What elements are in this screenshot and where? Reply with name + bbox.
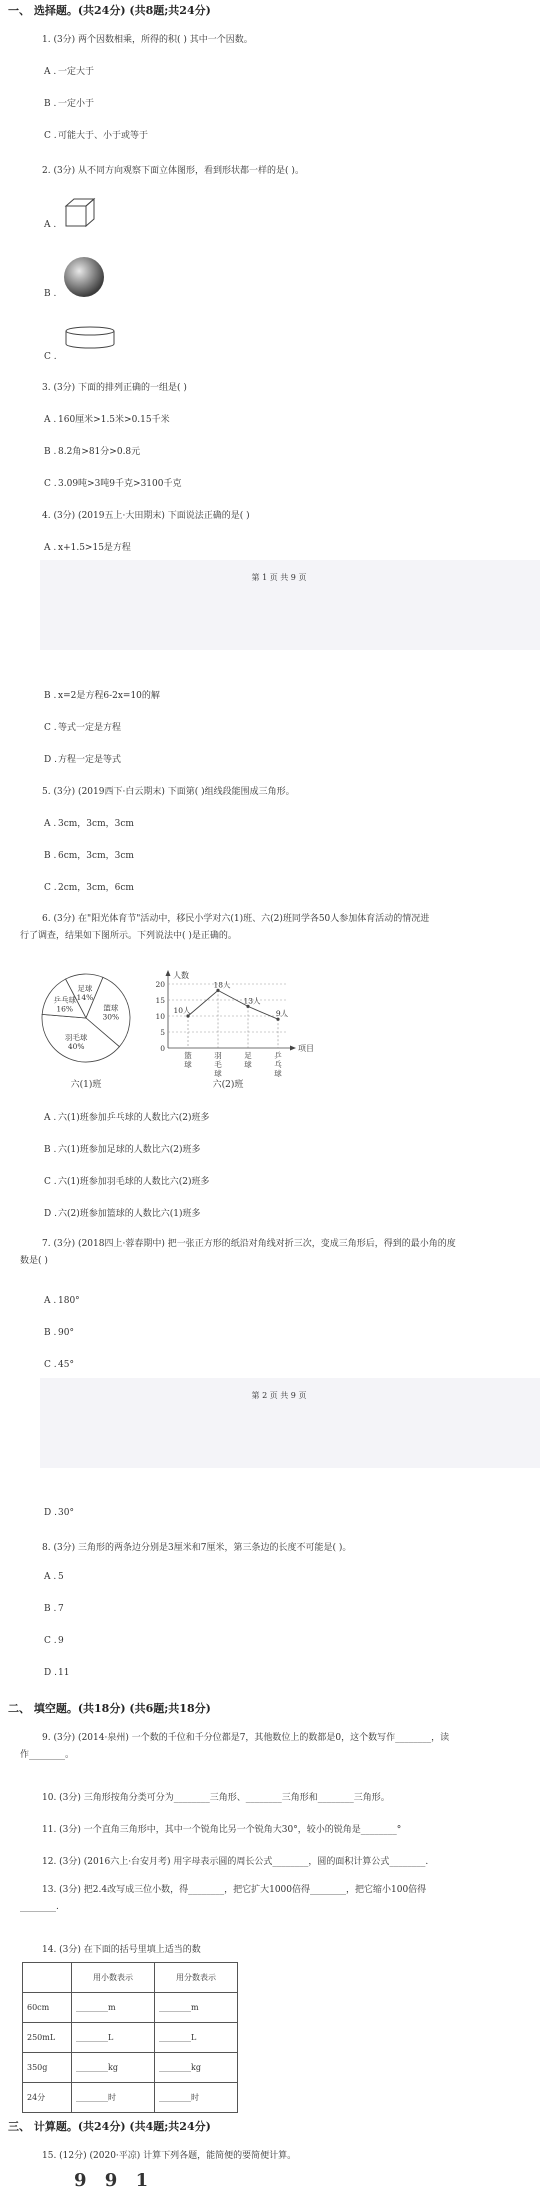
- y-tick-label: 15: [155, 996, 165, 1005]
- table-cell: 24分: [23, 2083, 72, 2113]
- table-cell: 60cm: [23, 1993, 72, 2023]
- question-7-option-c[interactable]: C .45°: [44, 1360, 74, 1370]
- y-tick-label: 10: [155, 1012, 165, 1021]
- pie-slice-label: 羽毛球: [64, 1033, 88, 1043]
- question-7-stem-line1: 7. (3分) (2018四上·蓉春期中) 把一张正方形的纸沿对角线对折三次，变成三角形后，得到的最小角的度: [42, 1239, 456, 1249]
- question-6-option-a[interactable]: A . 六(1)班参加乒乓球的人数比六(2)班多: [44, 1113, 210, 1123]
- question-13-line1: 13. (3分) 把2.4改写成三位小数，得________，把它扩大1000倍得________，把它缩小100倍得: [42, 1885, 427, 1895]
- table-header: 用分数表示: [155, 1963, 238, 1993]
- question-9-line1: 9. (3分) (2014·泉州) 一个数的千位和千分位都是7，其他数位上的数都是0，这个数写作________，读: [42, 1733, 450, 1743]
- question-12: 12. (3分) (2016六上·台安月考) 用字母表示圆的周长公式________，圆的面积计算公式________.: [42, 1857, 429, 1867]
- table-header-row: [23, 1963, 238, 1993]
- question-3-stem: 3. (3分) 下面的排列正确的一组是( ): [42, 383, 187, 393]
- pie-slice-label: 乒乓球: [53, 995, 76, 1005]
- question-15-expression-partial: 9 9 1: [74, 2170, 155, 2191]
- cylinder-figure: [64, 325, 116, 351]
- table-cell-blank[interactable]: ________L: [155, 2023, 238, 2053]
- pie-slice-label: 40%: [67, 1042, 85, 1052]
- question-4-option-c[interactable]: C .等式一定是方程: [44, 723, 122, 733]
- question-6-stem: [20, 911, 540, 945]
- question-2-option-b[interactable]: B .: [44, 289, 57, 299]
- pie-chart: [36, 968, 148, 1096]
- series-line: [188, 990, 278, 1019]
- question-9-line2: 作________。: [20, 1750, 75, 1760]
- line-chart-title: 六(2)班: [212, 1080, 244, 1090]
- x-tick-label: 球: [214, 1069, 222, 1078]
- question-7-option-b[interactable]: B . 90°: [44, 1328, 74, 1338]
- question-1-option-a[interactable]: A . 一定大于: [44, 67, 95, 77]
- y-axis-arrow: [166, 970, 171, 976]
- x-tick-label: 乓: [274, 1060, 282, 1069]
- question-4-option-a[interactable]: A . x+1.5>15是方程: [44, 543, 131, 553]
- data-label: 9人: [275, 1009, 289, 1019]
- cube-figure: [64, 196, 98, 228]
- x-tick-label: 篮: [184, 1051, 192, 1060]
- x-tick-label: 球: [184, 1060, 192, 1069]
- question-6-option-b[interactable]: B . 六(1)班参加足球的人数比六(2)班多: [44, 1145, 201, 1155]
- section-title-choice: 一、 选择题。(共24分) (共8题;共24分): [8, 4, 211, 17]
- x-tick-label: 乒: [274, 1051, 282, 1060]
- question-7-stem: [20, 1236, 540, 1270]
- pie-chart-title: 六(1)班: [70, 1080, 102, 1090]
- question-8-option-d[interactable]: D .11: [44, 1668, 70, 1678]
- y-tick-label: 0: [160, 1044, 165, 1053]
- question-1-stem: 1. (3分) 两个因数相乘，所得的积( ) 其中一个因数。: [42, 35, 253, 45]
- line-chart: [150, 968, 320, 1096]
- page-footer-2: 第 2 页 共 9 页: [251, 1391, 307, 1400]
- question-6-option-c[interactable]: C .六(1)班参加羽毛球的人数比六(2)班多: [44, 1177, 210, 1187]
- x-tick-label: 球: [244, 1060, 252, 1069]
- question-8-option-b[interactable]: B . 7: [44, 1604, 64, 1614]
- pie-slice-label: 16%: [56, 1004, 74, 1014]
- question-13-line2: ________.: [20, 1902, 59, 1912]
- pie-slice-label: 篮球: [103, 1003, 119, 1013]
- x-tick-label: 球: [274, 1069, 282, 1078]
- question-4-option-b[interactable]: B . x=2是方程6-2x=10的解: [44, 691, 160, 701]
- question-2-stem: 2. (3分) 从不同方向观察下面立体图形，看到形状都一样的是( )。: [42, 166, 304, 176]
- table-cell: 250mL: [23, 2023, 72, 2053]
- question-8-stem: 8. (3分) 三角形的两条边分别是3厘米和7厘米，第三条边的长度不可能是( )。: [42, 1543, 352, 1553]
- x-tick-label: 羽: [214, 1051, 222, 1060]
- question-13: [20, 1882, 540, 1916]
- question-6-option-d[interactable]: D .六(2)班参加篮球的人数比六(1)班多: [44, 1209, 201, 1219]
- conversion-table: [22, 1962, 238, 2113]
- question-8-option-c[interactable]: C .9: [44, 1636, 64, 1646]
- x-axis-label: 项目: [298, 1044, 314, 1053]
- pie-slice-label: 14%: [76, 993, 94, 1003]
- question-3-option-a[interactable]: A . 160厘米>1.5米>0.15千米: [44, 415, 170, 425]
- question-4-option-d[interactable]: D .方程一定是等式: [44, 755, 122, 765]
- sphere-figure: [62, 255, 106, 299]
- question-3-option-c[interactable]: C .3.09吨>3吨9千克>3100千克: [44, 479, 182, 489]
- table-cell-blank[interactable]: ________kg: [72, 2053, 155, 2083]
- x-tick-label: 足: [244, 1051, 252, 1060]
- section-title-calc: 三、 计算题。(共24分) (共4题;共24分): [8, 2120, 211, 2133]
- question-6-stem-line2: 行了调查，结果如下图所示。下列说法中( )是正确的。: [20, 931, 237, 941]
- question-6-stem-line1: 6. (3分) 在"阳光体育节"活动中，移民小学对六(1)班、六(2)班同学各50人参加体育活动的情况进: [42, 914, 430, 924]
- table-cell: 350g: [23, 2053, 72, 2083]
- table-row: [23, 1993, 238, 2023]
- x-tick-label: 毛: [214, 1060, 222, 1069]
- question-3-option-b[interactable]: B . 8.2角>81分>0.8元: [44, 447, 141, 457]
- question-7-option-d[interactable]: D .30°: [44, 1508, 74, 1518]
- question-5-option-c[interactable]: C .2cm，3cm，6cm: [44, 883, 134, 893]
- section-title-fill: 二、 填空题。(共18分) (共6题;共18分): [8, 1702, 211, 1715]
- table-cell-blank[interactable]: ________kg: [155, 2053, 238, 2083]
- question-5-stem: 5. (3分) (2019西下·白云期末) 下面第( )组线段能围成三角形。: [42, 787, 295, 797]
- question-14-stem: 14. (3分) 在下面的括号里填上适当的数: [42, 1945, 201, 1955]
- table-cell-blank[interactable]: ________m: [72, 1993, 155, 2023]
- question-7-stem-line2: 数是( ): [20, 1256, 48, 1266]
- table-row: [23, 2023, 238, 2053]
- pie-slice-label: 足球: [77, 984, 93, 994]
- table-header: [23, 1963, 72, 1993]
- question-1-option-c[interactable]: C .可能大于、小于或等于: [44, 131, 149, 141]
- question-8-option-a[interactable]: A . 5: [44, 1572, 64, 1582]
- question-4-stem: 4. (3分) (2019五上·大田期末) 下面说法正确的是( ): [42, 511, 250, 521]
- question-5-option-b[interactable]: B . 6cm，3cm，3cm: [44, 851, 134, 861]
- table-row: [23, 2083, 238, 2113]
- question-2-option-c[interactable]: C .: [44, 352, 57, 362]
- question-7-option-a[interactable]: A . 180°: [44, 1296, 80, 1306]
- y-tick-label: 20: [155, 980, 165, 989]
- question-1-option-b[interactable]: B . 一定小于: [44, 99, 95, 109]
- x-axis-arrow: [290, 1046, 296, 1051]
- table-header: 用小数表示: [72, 1963, 155, 1993]
- table-cell-blank[interactable]: ________m: [155, 1993, 238, 2023]
- table-row: [23, 2053, 238, 2083]
- y-axis-label: 人数: [173, 971, 189, 980]
- table-cell-blank[interactable]: ________L: [72, 2023, 155, 2053]
- data-label: 13人: [243, 996, 261, 1006]
- y-tick-label: 5: [160, 1028, 165, 1037]
- question-10: 10. (3分) 三角形按角分类可分为________三角形、________三角形和________三角形。: [42, 1793, 390, 1803]
- table-cell-blank[interactable]: ________时: [72, 2083, 155, 2113]
- page-footer-1: 第 1 页 共 9 页: [251, 573, 307, 582]
- question-11: 11. (3分) 一个直角三角形中，其中一个锐角比另一个锐角大30°，较小的锐角是________°: [42, 1825, 402, 1835]
- data-label: 18人: [213, 980, 231, 990]
- pie-slice-label: 30%: [102, 1012, 120, 1022]
- question-2-option-a[interactable]: A .: [44, 220, 57, 230]
- question-9: [20, 1730, 540, 1764]
- question-15-stem: 15. (12分) (2020·平凉) 计算下列各题，能简便的要简便计算。: [42, 2151, 297, 2161]
- data-label: 10人: [173, 1006, 191, 1015]
- table-cell-blank[interactable]: ________时: [155, 2083, 238, 2113]
- question-5-option-a[interactable]: A . 3cm，3cm，3cm: [44, 819, 134, 829]
